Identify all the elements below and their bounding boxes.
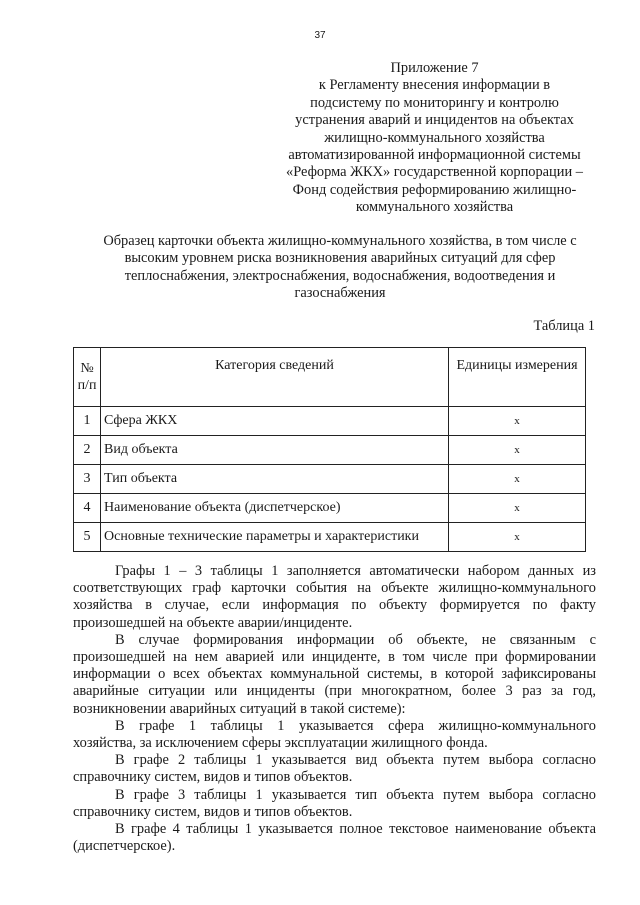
body-text <box>73 563 596 855</box>
row-number: 5 <box>74 523 101 552</box>
header-number: № п/п <box>74 348 101 407</box>
appendix-line: подсистему по мониторингу и контролю <box>310 94 559 111</box>
text-line: В графе 3 таблицы 1 указывается тип объекта путем выбора согласно <box>115 786 596 803</box>
row-number: 4 <box>74 494 101 523</box>
appendix-line: Приложение 7 <box>390 60 479 76</box>
table-row <box>74 494 586 523</box>
row-category: Наименование объекта (диспетчерское) <box>101 494 449 523</box>
appendix-header <box>262 60 607 217</box>
appendix-line: автоматизированной информационной системы <box>288 147 581 164</box>
text-line: произошедшей на нем аварией или инциденте, в том числе при формировании <box>73 649 596 666</box>
appendix-line: жилищно-коммунального хозяйства <box>324 129 545 146</box>
table-header-row <box>74 348 586 407</box>
appendix-line: Фонд содействия реформированию жилищно- <box>292 181 577 198</box>
document-title <box>70 233 610 303</box>
header-unit: Единицы измерения <box>449 348 586 407</box>
title-line: газоснабжения <box>294 285 386 302</box>
header-category: Категория сведений <box>101 348 449 407</box>
row-number: 1 <box>74 407 101 436</box>
text-line: справочнику систем, видов и типов объектов. <box>73 769 353 786</box>
text-line: В графе 2 таблицы 1 указывается вид объекта путем выбора согласно <box>115 752 596 769</box>
appendix-line: «Реформа ЖКХ» государственной корпорации – <box>286 164 583 181</box>
paragraph <box>73 563 596 632</box>
text-line: справочнику систем, видов и типов объектов. <box>73 803 353 820</box>
text-line: (диспетчерское). <box>73 838 176 855</box>
text-line: соответствующих граф карточки события на объекте жилищно-коммунального <box>73 580 596 597</box>
info-table <box>73 347 586 552</box>
text-line: возникновении аварийных ситуаций в такой системе): <box>73 700 406 717</box>
text-line: аварийные ситуации или инциденты (при многократном, более 3 раз за год, <box>73 683 596 700</box>
appendix-line: коммунального хозяйства <box>355 199 514 216</box>
title-line: высоким уровнем риска возникновения аварийных ситуаций для сфер <box>124 250 556 267</box>
text-line: В графе 1 таблицы 1 указывается сфера жилищно-коммунального <box>115 717 596 734</box>
table-row <box>74 407 586 436</box>
text-line: хозяйства в случае, если информация по объекту формируется по факту <box>73 597 596 614</box>
paragraph <box>73 787 596 821</box>
text-line: В случае формирования информации об объекте, не связанным с <box>115 631 596 648</box>
row-unit: х <box>449 494 586 523</box>
text-line: произошедшей на объекте аварии/инциденте. <box>73 614 353 631</box>
appendix-line: к Регламенту внесения информации в <box>318 77 551 94</box>
row-number: 2 <box>74 436 101 465</box>
text-line: хозяйства, за исключением сферы эксплуатации жилищного фонда. <box>73 735 488 752</box>
row-unit: х <box>449 407 586 436</box>
row-unit: х <box>449 523 586 552</box>
paragraph <box>73 632 596 718</box>
table-row <box>74 465 586 494</box>
appendix-line: устранения аварий и инцидентов на объектах <box>295 112 574 129</box>
title-line: Образец карточки объекта жилищно-коммунального хозяйства, в том числе с <box>103 233 577 249</box>
table-caption: Таблица 1 <box>533 318 595 334</box>
row-unit: х <box>449 465 586 494</box>
row-category: Вид объекта <box>101 436 449 465</box>
table-row <box>74 436 586 465</box>
text-line: В графе 4 таблицы 1 указывается полное текстовое наименование объекта <box>115 821 596 838</box>
table-row <box>74 523 586 552</box>
paragraph <box>73 821 596 855</box>
row-number: 3 <box>74 465 101 494</box>
page-number: 37 <box>314 30 326 41</box>
row-unit: х <box>449 436 586 465</box>
text-line: Графы 1 – 3 таблицы 1 заполняется автоматически набором данных из <box>115 563 596 579</box>
row-category: Сфера ЖКХ <box>101 407 449 436</box>
paragraph <box>73 752 596 786</box>
row-category: Основные технические параметры и характеристики <box>101 523 449 552</box>
title-line: теплоснабжения, электроснабжения, водоснабжения, водоотведения и <box>124 267 556 284</box>
row-category: Тип объекта <box>101 465 449 494</box>
text-line: информации о всех объектах коммунальной системы, в которой зафиксированы <box>73 666 596 683</box>
paragraph <box>73 718 596 752</box>
